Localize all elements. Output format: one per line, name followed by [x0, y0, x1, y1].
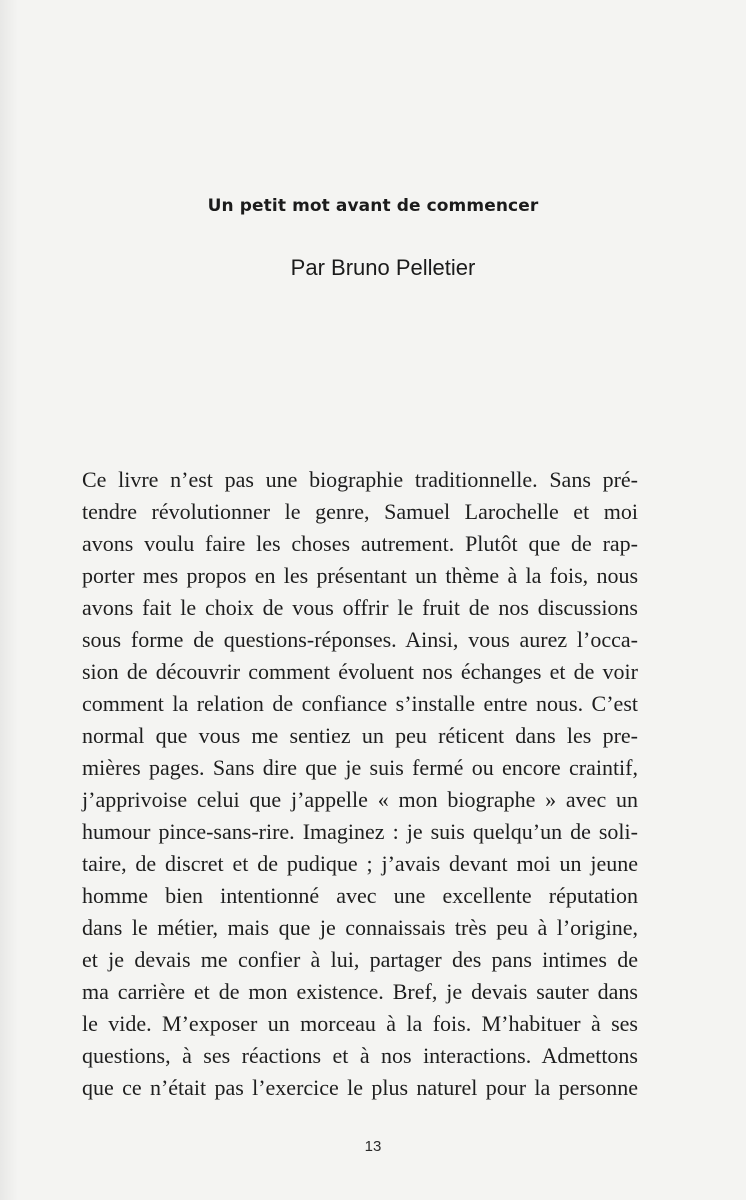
- text-line: le vide. M’exposer un morceau à la fois. M’habituer à ses: [82, 1011, 638, 1036]
- text-line: comment la relation de confiance s’installe entre nous. C’est: [82, 691, 638, 716]
- text-line: homme bien intentionné avec une excellente réputation: [82, 883, 638, 908]
- text-line: ma carrière et de mon existence. Bref, je devais sauter dans: [82, 979, 638, 1004]
- text-line: normal que vous me sentiez un peu réticent dans les pre-: [82, 723, 638, 748]
- text-line: sous forme de questions-réponses. Ainsi, vous aurez l’occa-: [82, 627, 638, 652]
- body-text: [82, 464, 638, 1104]
- text-line: que ce n’était pas l’exercice le plus naturel pour la personne: [82, 1075, 638, 1100]
- chapter-title: Un petit mot avant de commencer: [207, 196, 539, 216]
- text-line: taire, de discret et de pudique ; j’avais devant moi un jeune: [82, 851, 638, 876]
- chapter-author: Par Bruno Pelletier: [290, 255, 476, 280]
- text-line: questions, à ses réactions et à nos interactions. Admettons: [82, 1043, 638, 1068]
- text-line: mières pages. Sans dire que je suis fermé ou encore craintif,: [82, 755, 638, 780]
- text-line: avons voulu faire les choses autrement. Plutôt que de rap-: [82, 531, 638, 556]
- text-line: porter mes propos en les présentant un thème à la fois, nous: [82, 563, 638, 588]
- text-line: Ce livre n’est pas une biographie traditionnelle. Sans pré-: [82, 467, 638, 492]
- text-line: j’apprivoise celui que j’appelle « mon biographe » avec un: [82, 787, 638, 812]
- text-line: tendre révolutionner le genre, Samuel Larochelle et moi: [82, 499, 638, 524]
- text-line: sion de découvrir comment évoluent nos échanges et de voir: [82, 659, 638, 684]
- gutter-shadow: [0, 0, 18, 1200]
- text-line: dans le métier, mais que je connaissais très peu à l’origine,: [82, 915, 638, 940]
- text-line: avons fait le choix de vous offrir le fruit de nos discussions: [82, 595, 638, 620]
- page-number: 13: [364, 1138, 382, 1155]
- text-line: et je devais me confier à lui, partager des pans intimes de: [82, 947, 638, 972]
- text-line: humour pince-sans-rire. Imaginez : je suis quelqu’un de soli-: [82, 819, 638, 844]
